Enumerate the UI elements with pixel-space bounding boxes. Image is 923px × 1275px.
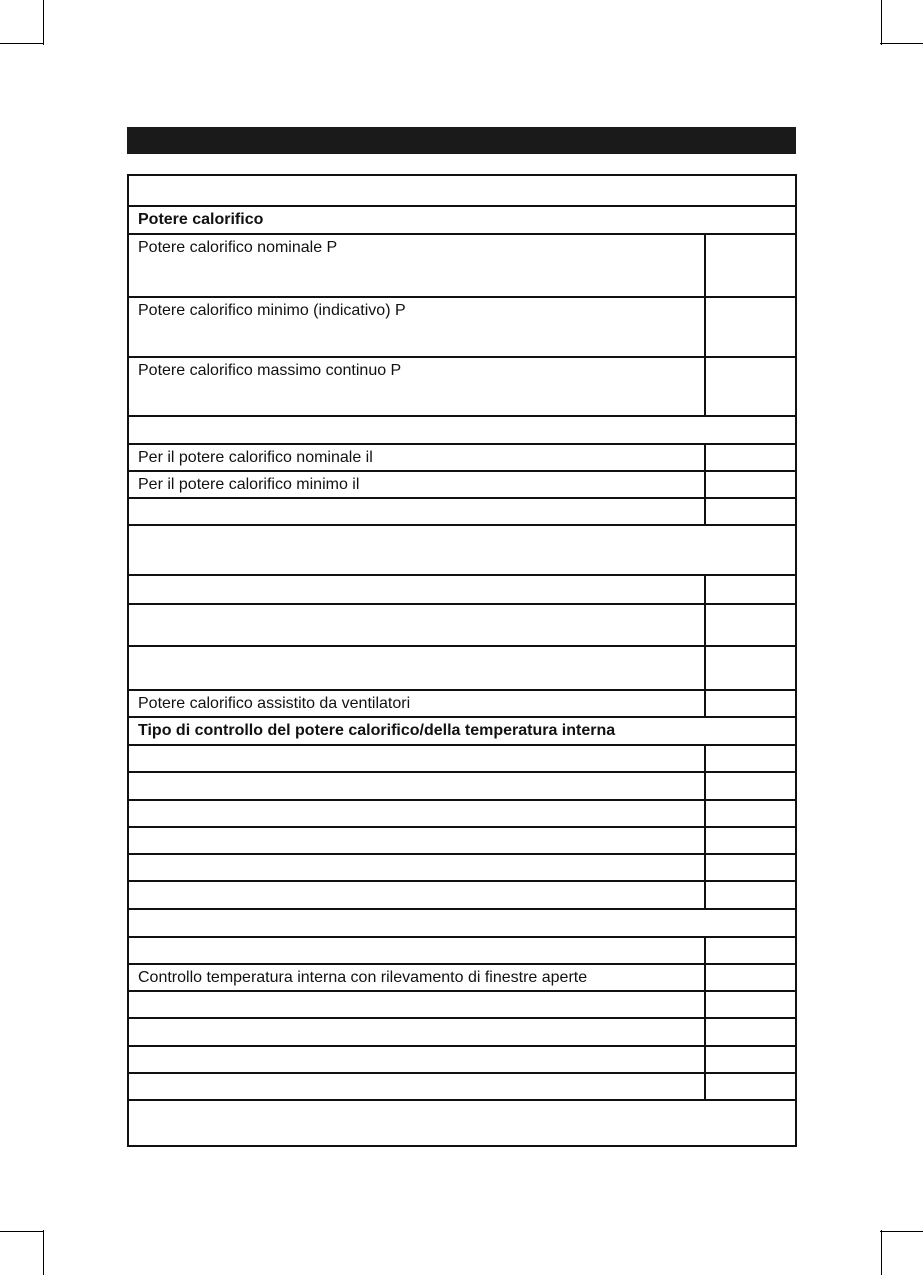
heater-specification-table: [127, 174, 797, 1147]
table-row: [128, 881, 796, 909]
section-title-heat-output: Potere calorifico: [128, 206, 796, 234]
value-cell: [705, 800, 796, 827]
row-label: [128, 525, 796, 575]
table-row: [128, 444, 796, 471]
row-label: Potere calorifico massimo continuo P: [128, 357, 705, 416]
row-label: [128, 575, 705, 604]
value-cell: [705, 1018, 796, 1046]
row-label: Potere calorifico minimo (indicativo) P: [128, 297, 705, 357]
row-label: [128, 498, 705, 525]
table-row: [128, 745, 796, 772]
row-label: [128, 881, 705, 909]
table-row: [128, 234, 796, 297]
table-row: [128, 964, 796, 991]
row-label: [128, 854, 705, 881]
table-row: [128, 1046, 796, 1073]
row-label: Per il potere calorifico nominale il: [128, 444, 705, 471]
row-label: [128, 1046, 705, 1073]
table-row: [128, 854, 796, 881]
table-row: [128, 297, 796, 357]
value-cell: [705, 1073, 796, 1100]
table-row: [128, 575, 796, 604]
table-row: [128, 206, 796, 234]
row-label: Controllo temperatura interna con rilevamento di finestre aperte: [128, 964, 705, 991]
table-row: [128, 471, 796, 498]
value-cell: [705, 937, 796, 964]
value-cell: [705, 745, 796, 772]
section-header-bar: [127, 127, 796, 154]
value-cell: [705, 772, 796, 800]
table-row: [128, 690, 796, 717]
row-label: [128, 909, 796, 937]
table-row: [128, 991, 796, 1018]
value-cell: [705, 646, 796, 690]
row-label: Potere calorifico nominale P: [128, 234, 705, 297]
table-row: [128, 498, 796, 525]
crop-mark: [43, 1230, 44, 1275]
row-label: [128, 991, 705, 1018]
table-row: [128, 772, 796, 800]
crop-mark: [0, 43, 43, 44]
value-cell: [705, 604, 796, 646]
row-label: [128, 175, 796, 206]
table-row: [128, 416, 796, 444]
table-row: [128, 175, 796, 206]
value-cell: [705, 964, 796, 991]
table-row: [128, 525, 796, 575]
value-cell: [705, 1046, 796, 1073]
row-label: [128, 604, 705, 646]
table-row: [128, 827, 796, 854]
row-label: [128, 745, 705, 772]
table-row: [128, 357, 796, 416]
table-row: [128, 800, 796, 827]
value-cell: [705, 357, 796, 416]
row-label: [128, 416, 796, 444]
crop-mark: [880, 43, 923, 44]
value-cell: [705, 234, 796, 297]
value-cell: [705, 690, 796, 717]
row-label: Per il potere calorifico minimo il: [128, 471, 705, 498]
value-cell: [705, 444, 796, 471]
table-row: [128, 717, 796, 745]
row-label: [128, 1100, 796, 1146]
table-row: [128, 604, 796, 646]
section-title-control-type: Tipo di controllo del potere calorifico/della temperatura interna: [128, 717, 796, 745]
crop-mark: [880, 1231, 923, 1232]
table-row: [128, 909, 796, 937]
table-row: [128, 646, 796, 690]
value-cell: [705, 471, 796, 498]
table-row: [128, 1018, 796, 1046]
value-cell: [705, 881, 796, 909]
row-label: [128, 1073, 705, 1100]
crop-mark: [0, 1231, 43, 1232]
crop-mark: [881, 0, 882, 45]
table-row: [128, 1073, 796, 1100]
row-label: [128, 646, 705, 690]
row-label: [128, 937, 705, 964]
crop-mark: [43, 0, 44, 45]
table-row: [128, 1100, 796, 1146]
row-label: Potere calorifico assistito da ventilatori: [128, 690, 705, 717]
row-label: [128, 1018, 705, 1046]
value-cell: [705, 575, 796, 604]
value-cell: [705, 854, 796, 881]
crop-mark: [881, 1230, 882, 1275]
value-cell: [705, 991, 796, 1018]
value-cell: [705, 827, 796, 854]
table-row: [128, 937, 796, 964]
row-label: [128, 827, 705, 854]
row-label: [128, 800, 705, 827]
value-cell: [705, 498, 796, 525]
row-label: [128, 772, 705, 800]
value-cell: [705, 297, 796, 357]
